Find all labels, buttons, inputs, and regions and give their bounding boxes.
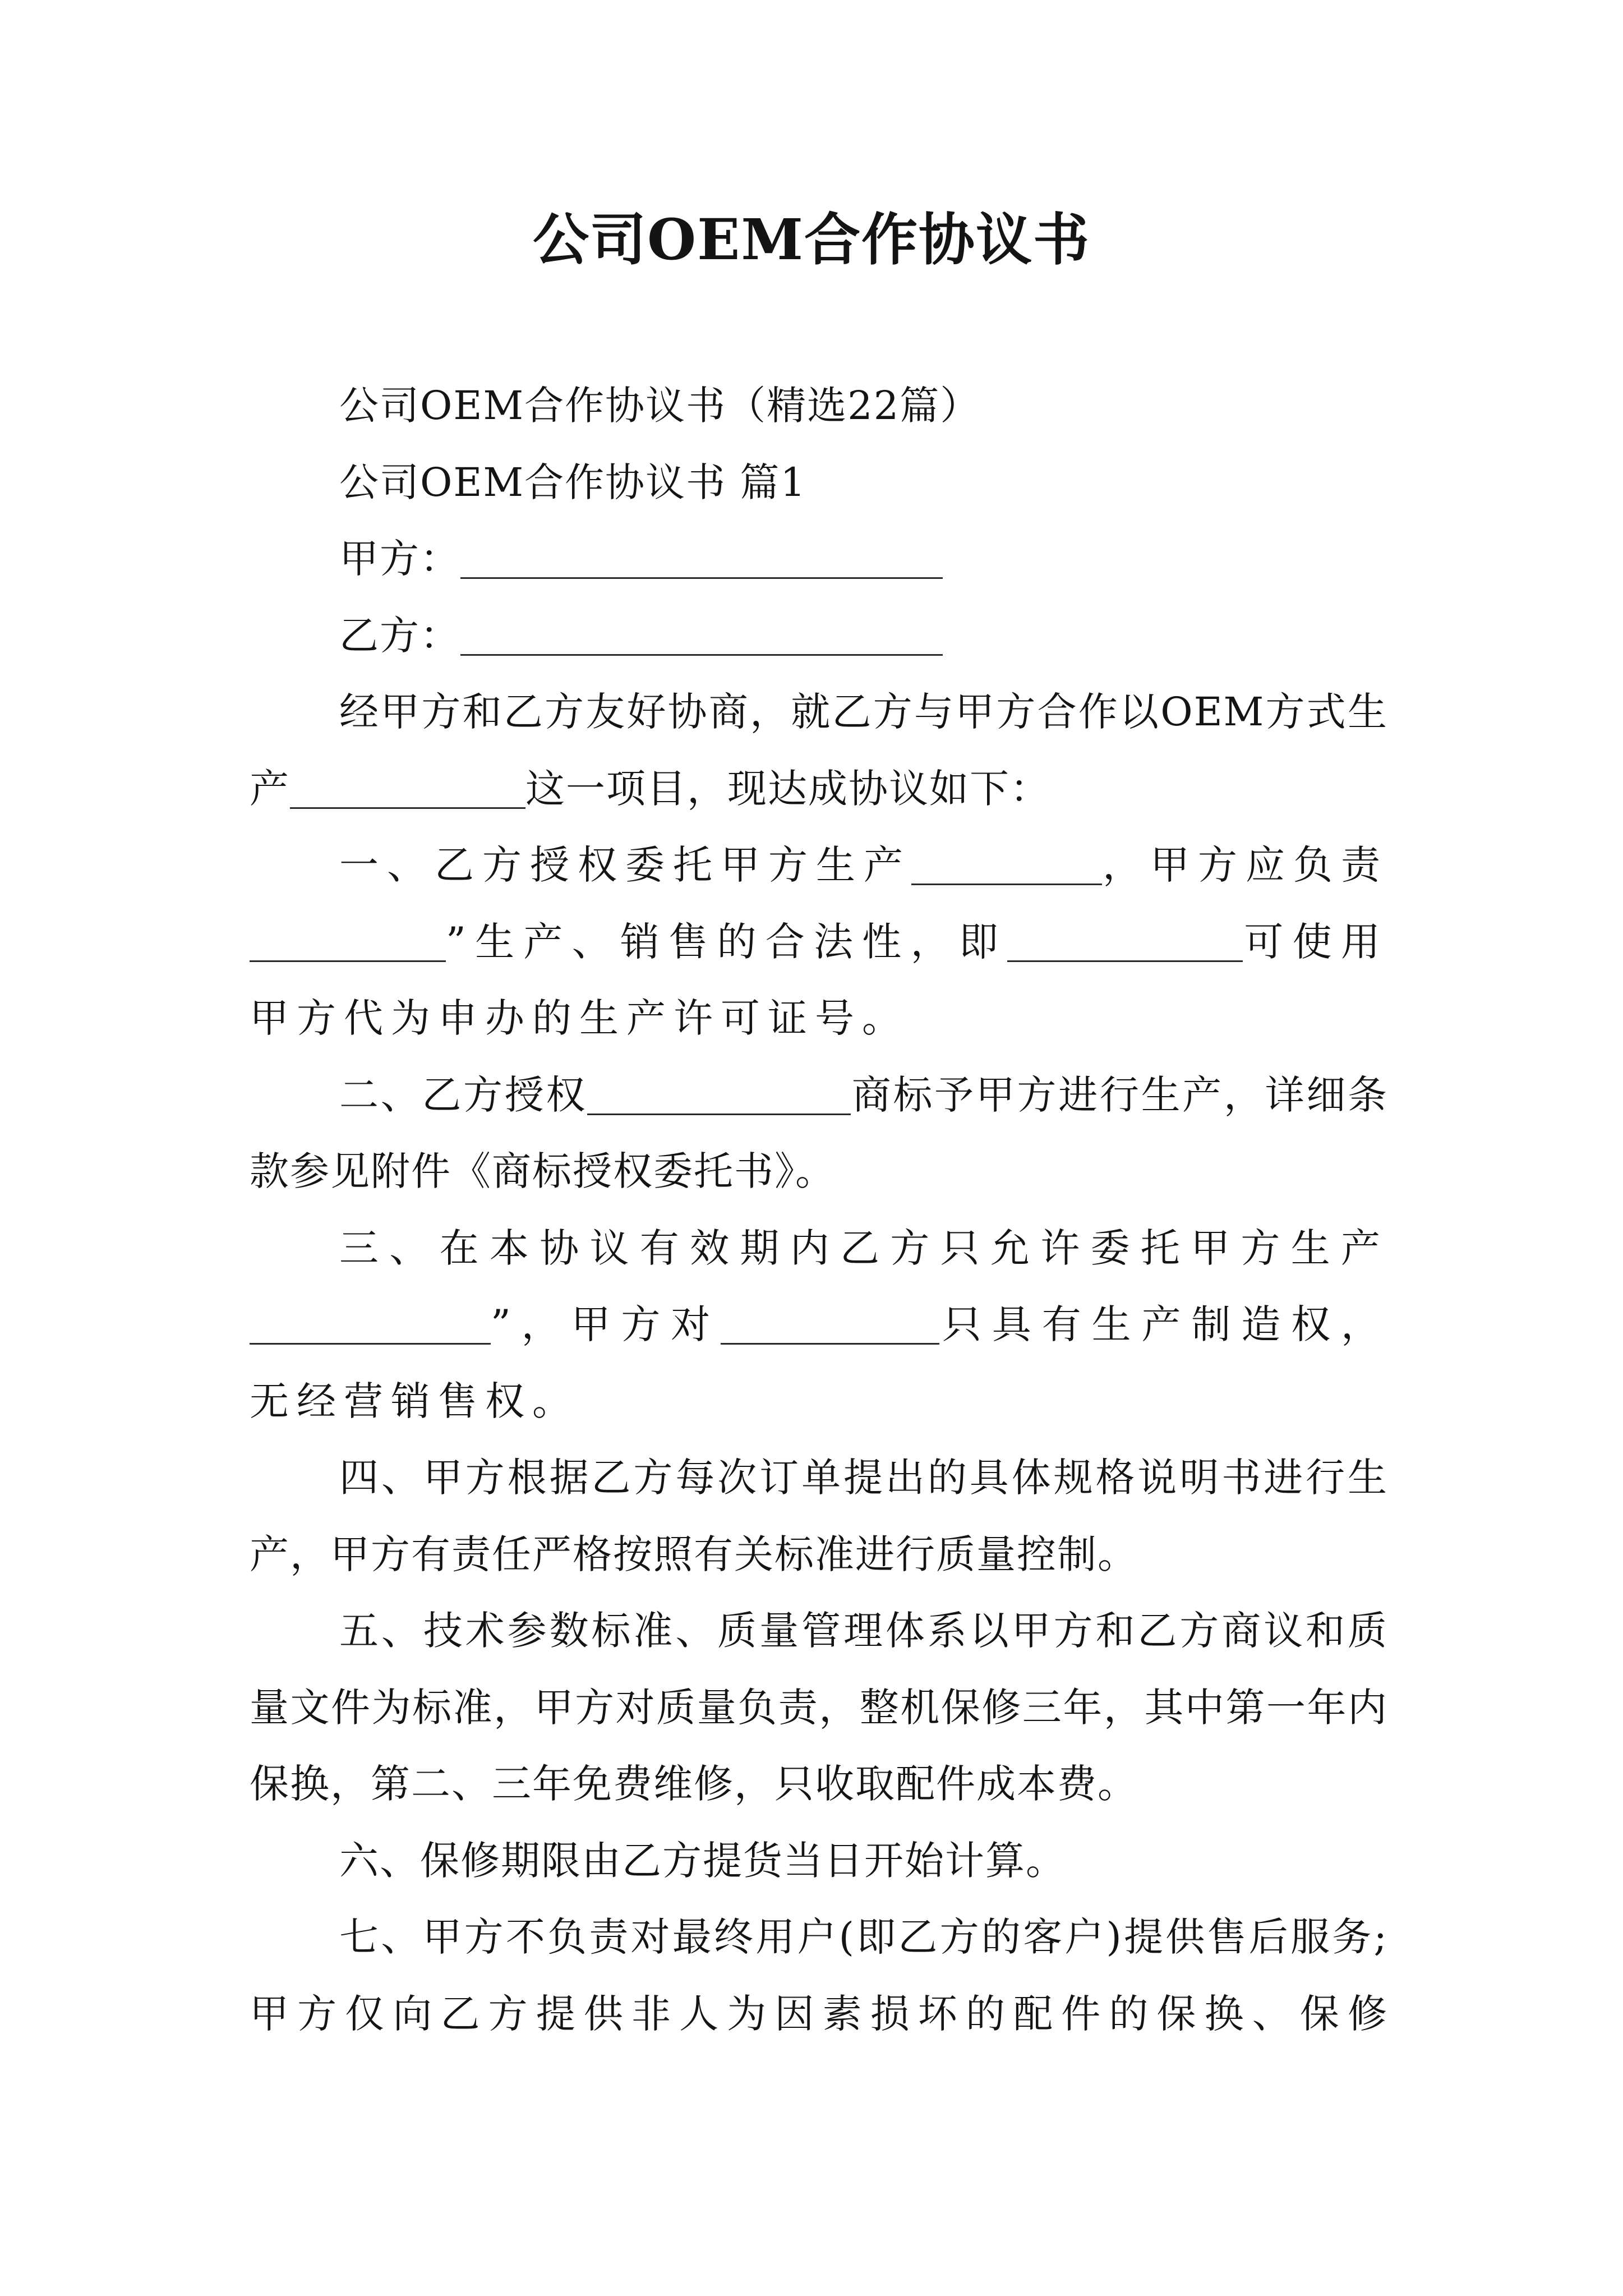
clause-7: 七、甲方不负责对最终用户(即乙方的客户)提供售后服务;甲方仅向乙方提供非人为因素损坏的配件的保换、保修 (250, 1914, 1388, 2037)
clause-1-text-2: ，甲方应负责 (1102, 842, 1388, 888)
party-b-label: 乙方： (339, 612, 460, 659)
clause-1-blank-2 (250, 921, 446, 962)
clause-3-text-3: 只具有生产制造权，无经营销售权。 (250, 1301, 1389, 1424)
document-title: 公司OEM合作协议书 (532, 206, 1091, 273)
clause-6: 六、保修期限由乙方提货当日开始计算。 (339, 1837, 1066, 1884)
clause-2 (250, 1057, 1388, 1210)
clause-3-blank-1 (250, 1304, 491, 1345)
clause-1-text-4: 可使用甲方代为申办的生产许可证号。 (250, 918, 1388, 1041)
document-body (250, 367, 1388, 2052)
clause-1-blank-1 (911, 844, 1102, 885)
clause-2-blank (587, 1074, 851, 1115)
section-heading (250, 444, 1388, 521)
party-a-label: 甲方： (339, 536, 460, 582)
clause-5: 五、技术参数标准、质量管理体系以甲方和乙方商议和质量文件为标准，甲方对质量负责，整机保修三年，其中第一年内保换，第二、三年免费维修，只收取配件成本费。 (250, 1608, 1388, 1807)
party-b-blank (460, 615, 943, 656)
intro-paragraph (250, 674, 1388, 827)
clause-3-text-1: 三、在本协议有效期内乙方只允许委托甲方生产 (339, 1225, 1388, 1271)
clause-1-text-1: 一、乙方授权委托甲方生产 (339, 842, 911, 888)
party-b-line (250, 597, 1388, 674)
clause-1-text-3: ”生产、销售的合法性，即 (446, 918, 1008, 965)
clause-2-text-1: 二、乙方授权 (339, 1071, 588, 1118)
party-a-line (250, 521, 1388, 597)
project-blank (290, 768, 525, 809)
document-subtitle (250, 367, 1388, 444)
clause-1-blank-3 (1007, 921, 1243, 962)
clause-4: 四、甲方根据乙方每次订单提出的具体规格说明书进行生产，甲方有责任严格按照有关标准进行质量控制。 (250, 1455, 1388, 1577)
intro-text-2: 这一项目，现达成协议如下： (525, 765, 1050, 812)
party-a-blank (460, 538, 943, 579)
subtitle-text: 公司OEM合作协议书（精选22篇） (339, 383, 981, 429)
clause-1 (250, 827, 1388, 1057)
clause-3 (250, 1210, 1388, 1440)
intro-text-1: 经甲方和乙方友好协商，就乙方与甲方合作以OEM方式生产 (250, 689, 1388, 812)
clause-2-text-2: 商标予甲方进行生产，详细条款参见附件《商标授权委托书》。 (250, 1071, 1389, 1194)
clause-3-blank-2 (721, 1304, 939, 1345)
clause-3-text-2: ”，甲方对 (491, 1301, 721, 1347)
section-heading-text: 公司OEM合作协议书 篇1 (339, 459, 806, 505)
